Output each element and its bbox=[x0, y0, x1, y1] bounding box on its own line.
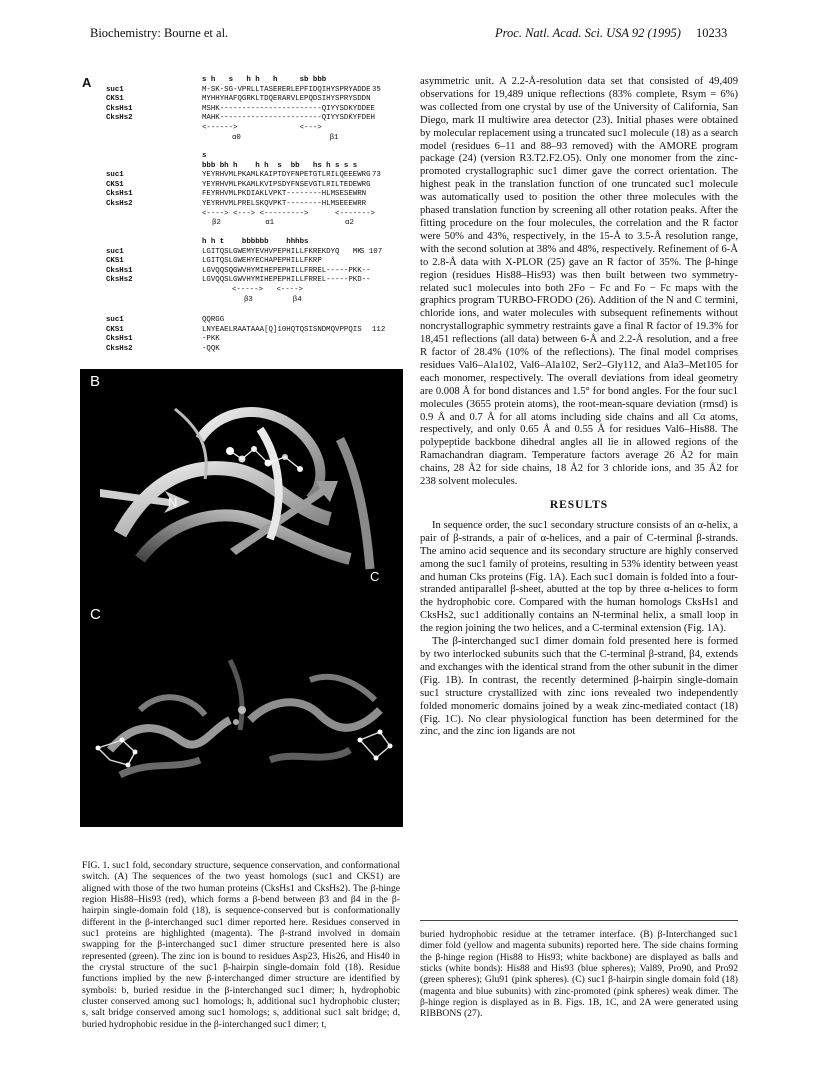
seq-text: FEYRHVMLPKDIAKLVPKT--------HLMSESEWRN bbox=[202, 190, 367, 199]
seq-text: LGVQQSLGWVHYMIHEPEPHILLFRREL-----PKD-- bbox=[202, 276, 371, 285]
symbol-row: bbb bh h h h s bb hs h s s s bbox=[202, 161, 358, 170]
n-terminus-label: N bbox=[168, 495, 178, 510]
right-column-text bbox=[420, 76, 738, 739]
symbol-row-top: s bbox=[202, 152, 207, 160]
panel-b-ribbon-image bbox=[80, 369, 403, 600]
seq-name: CksHs1 bbox=[106, 266, 133, 275]
seq-name: CKS1 bbox=[106, 325, 124, 334]
seq-text: M-SK-SG-VPRLLTASERERLEPFIDQIHYSPRYADDE bbox=[202, 85, 371, 94]
residue-number: 112 bbox=[372, 325, 386, 334]
seq-text: MAHK-----------------------QIYYSDKYFDEH bbox=[202, 114, 375, 123]
residue-number: S 107 bbox=[360, 247, 383, 256]
seq-name: suc1 bbox=[106, 316, 124, 324]
seq-text: LNYEAELRAATAAA[Q]10HQTQSISNDMQVPPQIS bbox=[202, 325, 362, 334]
seq-text: -PKK bbox=[202, 335, 220, 344]
running-header-right bbox=[495, 26, 727, 41]
seq-text: MYHHYHAFQGRKLTDQERARVLEPQDSIHYSPRYSDDN bbox=[202, 95, 371, 104]
panel-b-ribbon-drawing bbox=[80, 369, 403, 600]
symbol-row: h h t bbbbbb hhhbs bbox=[202, 238, 309, 246]
secondary-structure-labels: β3 β4 bbox=[244, 295, 302, 304]
figure-caption: FIG. 1. suc1 fold, secondary structure, sequence conservation, and conformational switch. (A) The sequences of the two yeast homologs (suc1 and CKS1) are aligned with those of the two human proteins (CksHs1 and CksHs2). The β-hinge region His88–His93 (red), which forms a β-bend between β3 and β4 in the β-hairpin single-domain fold (18), is sequence-conserved but is conformationally different in the β-interchanged suc1 dimer reported here. Residues conserved in suc1 proteins are highlighted (magenta). The β-strand involved in domain swapping for the β-interchanged suc1 dimer structure presented here is also represented (green). The zinc ion is bound to residues Asp23, His26, and His40 in the crystal structure of the suc1 β-hairpin single-domain fold (18). Residue functions implied by the new β-interchanged dimer structure are identified by symbols: b, buried residue in the β-interchanged suc1 dimer; h, hydrophobic cluster conserved among suc1 homologs; h, additional suc1 hydrophobic cluster; s, salt bridge conserved among suc1 homologs; s, additional suc1 salt bridge; d, buried hydrophobic residue in the β-interchanged suc1 dimer; t, bbox=[82, 860, 400, 1030]
seq-name: CksHs2 bbox=[106, 114, 133, 123]
seq-text: MSHK-----------------------QIYYSDKYDDEE bbox=[202, 104, 375, 113]
panel-b-label: B bbox=[90, 373, 101, 390]
seq-text: LGITQSLGWEHYECHAPEPHILLFKRP bbox=[202, 257, 322, 266]
seq-name: CKS1 bbox=[106, 180, 124, 189]
secondary-structure-arrows: <----> <---> <---------> <-------> bbox=[202, 209, 375, 218]
seq-name: suc1 bbox=[106, 171, 124, 180]
seq-name: CksHs1 bbox=[106, 335, 133, 344]
results-heading: RESULTS bbox=[549, 499, 609, 511]
secondary-structure-labels: β2 α1 α2 bbox=[212, 219, 354, 228]
symbol-row: s h s h h h sb bbb bbox=[202, 76, 327, 84]
seq-name: CksHs1 bbox=[106, 190, 133, 199]
seq-text: YEYRHVMLPRELSKQVPKT--------HLMSEEEWRR bbox=[202, 199, 367, 208]
panel-c-label: C bbox=[90, 606, 101, 623]
panel-c-ribbon-image bbox=[80, 600, 403, 827]
seq-name: suc1 bbox=[106, 85, 124, 94]
caption-continuation: buried hydrophobic residue at the tetramer interface. (B) β-Interchanged suc1 dimer fold (yellow and magenta subunits) reported here. The side chains forming the β-hinge region (His88 to His93; white backbone) are displayed as balls and sticks (white bonds): His88 and His93 (blue spheres); Val89, Pro90, and Pro92 (green spheres); Glu91 (pink spheres). (C) suc1 β-hairpin single domain fold (18) (magenta and blue subunits) with zinc-promoted (pink spheres) weak dimer. The β-hinge region is displayed as in B. Figs. 1B, 1C, and 2A were generated using RIBBONS (27). bbox=[420, 929, 738, 1020]
panel-a-label: A bbox=[82, 75, 92, 90]
c-terminus-label: C bbox=[370, 569, 380, 584]
seq-name: CKS1 bbox=[106, 95, 124, 104]
panel-c-ribbon-drawing bbox=[80, 600, 403, 827]
seq-name: CksHs2 bbox=[106, 199, 133, 208]
residue-number: 35 bbox=[372, 85, 381, 94]
results-paragraph-1: In sequence order, the suc1 secondary structure consists of an α-helix, a pair of β-strands, a pair of α-helices, and a pair of C-terminal β-strands. The amino acid sequence and its secondary structure are highly conserved among the suc1 family of proteins, resulting in 53% identity between yeast and human Cks proteins (Fig. 1A). Each suc1 domain is folded into a four-stranded antiparallel β-sheet, abutted at the top by three α-helices to form the hydrophobic core. Compared with the human homologs CksHs1 and CksHs2, suc1 additionally contains an N-terminal helix, a small loop in the region joining the two helices, and a C-terminal extension (Fig. 1A). bbox=[420, 519, 738, 635]
journal-citation: Proc. Natl. Acad. Sci. USA 92 (1995) bbox=[495, 26, 681, 40]
seq-name: CksHs1 bbox=[106, 104, 133, 113]
page-number: 10233 bbox=[695, 26, 728, 40]
footnote-divider bbox=[420, 920, 738, 921]
residue-number: 73 bbox=[372, 171, 381, 180]
methods-paragraph: asymmetric unit. A 2.2-Å-resolution data set that consisted of 49,409 observations for 19,489 unique reflections (83% complete, Rsym = 6%) was collected from one crystal by use of the University of California, San Diego, mark II multiwire area detector (23). Initial phases were obtained by molecular replacement using a truncated suc1 molecule (18) as a search model (residues 6–11 and 88–93 removed) with the AMORE program package (24) (version R3.T2.F2.O5). Only one monomer from the zinc-promoted crystallographic suc1 dimer gave the correct orientation. The highest peak in the translation function of one truncated suc1 molecule was automatically used to position the other three molecules with the phased translation function by screening all other rotation peaks. After the fitting procedure on the four molecules, the correlation and the R factor were 50% and 43%, respectively, in the 15-Å to 3.5-Å resolution range, with the second solution at 38% and 48%, respectively. Refinement of 6-Å to 2.8-Å data with X-PLOR (25) gave an R factor of 35%. The β-hinge region (residues His88–His93) was then built between two symmetry-related suc1 molecules into both 2Fo − Fc and Fo − Fc maps with the graphics program TURBO-FRODO (26). Addition of the N and C termini, chloride ions, and water molecules with subsequent refinements without noncrystallographic symmetry restraints gave a final R factor of 19.3% for 18,451 reflections (all data) between 6-Å and 2.2-Å resolution, and a free R factor of 28.4% (10% of the reflections). The final model comprises residues Val6–Ala102, Val6–Ala102, Ser2–Gly112, and Ala3–Met105 for each monomer, respectively. The overall deviations from ideal geometry are 0.008 Å for bond distances and 1.5° for bond angles. For the four suc1 molecules (3655 protein atoms), the root-mean-square deviation (rmsd) is 0.9 Å and 0.7 Å for all atoms including side chains and all Cα atoms, respectively, and only 0.65 Å and 0.55 Å for residues Val6–His88. The polypeptide backbone dihedral angles all lie in allowed regions of the Ramachandran diagram. Temperature factors average 26 Å2 for main chains, 28 Å2 for side chains, 18 Å2 for 3 chloride ions, and 35 Å2 for 238 solvent molecules. bbox=[420, 76, 738, 488]
results-paragraph-2: The β-interchanged suc1 dimer domain fold presented here is formed by two interlocked subunits such that the C-terminal β-strand, β4, extends and exchanges with the identical strand from the other subunit in the dimer (Fig. 1B). In contrast, the recently determined β-hairpin single-domain suc1 structure crystallized with zinc ions revealed two independently folded monomeric domains joined by a weak zinc-mediated contact (18) (Fig. 1C). No clear physiological function has been determined for the zinc, and the zinc ion ligands are not bbox=[420, 636, 738, 738]
secondary-structure-arrows: <-----> <----> bbox=[232, 285, 303, 294]
running-header-left: Biochemistry: Bourne et al. bbox=[90, 26, 229, 40]
secondary-structure-labels: α0 β1 bbox=[232, 133, 339, 142]
seq-name: CksHs2 bbox=[106, 276, 133, 285]
seq-name: suc1 bbox=[106, 247, 124, 256]
secondary-structure-arrows: <------> <---> bbox=[202, 123, 322, 132]
seq-text: QQRGG bbox=[202, 316, 225, 324]
seq-text: LGVQQSQGWVHYMIHEPEPHILLFRREL-----PKK-- bbox=[202, 266, 371, 275]
seq-text: -QQK bbox=[202, 344, 220, 353]
seq-text: YEYRHVMLPKAMLKAIPTDYFNPETGTLRILQEEEWRG bbox=[202, 171, 371, 180]
seq-name: CksHs2 bbox=[106, 344, 133, 353]
seq-text: YEYRHVMLPKAMLKVIPSDYFNSEVGTLRILTEDEWRG bbox=[202, 180, 371, 189]
seq-name: CKS1 bbox=[106, 257, 124, 266]
seq-text: LGITQSLGWEMYEVHVPEPHILLFKREKDYQ MK bbox=[202, 247, 362, 256]
